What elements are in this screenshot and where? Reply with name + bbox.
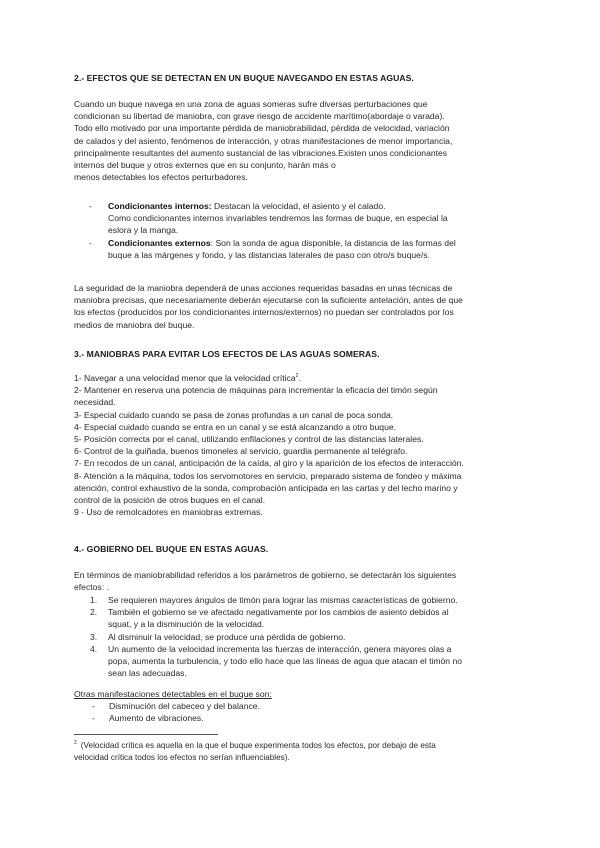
dash-marker: -	[92, 713, 95, 724]
list-item: 6- Control de la guiñada, buenos timoneles al servicio, guardia permanente al telégrafo.	[74, 446, 408, 457]
definition: Destacan la velocidad, el asiento y el calado.	[211, 201, 386, 211]
list-item: 2. También el gobierno se ve afectado negativamente por los cambios de asiento debidos al squat, y a la disminución de la velocidad.	[90, 607, 449, 630]
paragraph-line: menos detectables los efectos perturbadores.	[74, 172, 248, 183]
manoeuvres-list	[74, 372, 526, 518]
section-2-closing	[74, 282, 526, 331]
number-marker: 2.	[90, 607, 98, 618]
dash-marker: -	[89, 237, 92, 248]
list-item: 9 - Uso de remolcadores en maniobras extremas.	[74, 507, 263, 518]
footnote-separator	[74, 734, 218, 735]
footnote-line: velocidad crítica todos los efectos no serían influenciables).	[74, 753, 290, 762]
section-4-heading: 4.- GOBIERNO DEL BUQUE EN ESTAS AGUAS.	[74, 544, 269, 554]
list-item: control de la posición de otros buques en el canal.	[74, 495, 266, 506]
other-effects-heading: Otras manifestaciones detectables en el buque son:	[74, 689, 272, 699]
definition: Como condicionantes internos invariables tendremos las formas de buque, en especial la	[108, 213, 448, 224]
section-2-intro	[74, 98, 526, 183]
paragraph-line: principalmente resultantes del aumento sustancial de las vibraciones.Existen unos condicionantes	[74, 147, 448, 158]
section-2-heading: 2.- EFECTOS QUE SE DETECTAN EN UN BUQUE NAVEGANDO EN ESTAS AGUAS.	[74, 73, 414, 83]
list-item: 3. Al disminuir la velocidad, se produce una pérdida de gobierno.	[90, 631, 346, 642]
list-item: - Aumento de vibraciones.	[92, 713, 204, 724]
list-item: atención, control exhaustivo de la sonda, comprobación anticipada en las cartas y del lecho marino y	[74, 482, 458, 493]
other-effects-list	[74, 700, 526, 724]
paragraph-line: condicionan su libertad de maniobra, con grave riesgo de accidente marítimo(abordaje o varada).	[74, 111, 445, 122]
footnote-number: 2	[74, 740, 77, 747]
list-item: 1. Se requieren mayores ángulos de timón para lograr las mismas características de gobierno.	[90, 595, 458, 605]
list-item: 4. Un aumento de la velocidad incrementa las fuerzas de interacción, genera mayores olas a popa, aumenta la turbulencia, y todo ello hace que las líneas de agua que atacan el timón no sean las adecuadas.	[90, 643, 463, 679]
number-marker: 1.	[90, 595, 98, 605]
conditions-list	[74, 200, 526, 261]
paragraph-line: Todo ello motivado por una importante pérdida de maniobrabilidad, pérdida de velocidad, variación	[74, 123, 450, 134]
effects-numbered-list	[74, 594, 526, 679]
paragraph-line: medios de maniobra del buque.	[74, 319, 195, 330]
section-4-intro	[74, 569, 526, 593]
list-item: 8- Atención a la máquina, todos los servomotores en servicio, preparado sistema de fondeo y máxima	[74, 470, 462, 481]
paragraph-line: efectos: .	[74, 582, 109, 593]
footnote: $^2$ (Velocidad crítica es aquella en la que el buque experimenta todos los efectos, por debajo de esta velocidad crítica todos los efectos no serían influenciables).	[74, 740, 526, 764]
term: Condicionantes externos	[108, 237, 211, 248]
list-item	[74, 200, 526, 237]
list-item	[74, 237, 526, 261]
list-item: 2- Mantener en reserva una potencia de máquinas para incrementar la eficacia del timón según	[74, 385, 438, 396]
list-item: 5- Posición correcta por el canal, utilizando enfilaciones y control de las distancias laterales.	[74, 434, 424, 445]
footnote-ref[interactable]: 2	[295, 373, 299, 380]
number-marker: 4.	[90, 643, 98, 654]
dash-marker: -	[89, 201, 92, 211]
definition: : Son la sonda de agua disponible, la distancia de las formas del	[210, 237, 456, 248]
definition: buque a las márgenes y fondo, y las distancias laterales de paso con otro/s buque/s.	[108, 249, 430, 260]
list-item: 3- Especial cuidado cuando se pasa de zonas profundas a un canal de poca sonda.	[74, 409, 394, 420]
list-item: 7- En recodos de un canal, anticipación de la caída, al giro y la aparición de los efectos de interacción.	[74, 458, 464, 469]
list-item: necesidad.	[74, 397, 116, 408]
section-3-heading: 3.- MANIOBRAS PARA EVITAR LOS EFECTOS DE LAS AGUAS SOMERAS.	[74, 349, 380, 359]
list-item: 1- Navegar a una velocidad menor que la velocidad crítica$^2$.	[74, 373, 301, 383]
paragraph-line: de calados y del asiento, fenómenos de interacción, y otras manifestaciones de menor importancia,	[74, 135, 453, 146]
definition: eslora y la manga.	[108, 225, 179, 236]
paragraph-line: internos del buque y otros externos que en su conjunto, harán más o	[74, 160, 336, 171]
paragraph-line: Cuando un buque navega en una zona de aguas someras sufre diversas perturbaciones que	[74, 99, 428, 109]
list-item: 4- Especial cuidado cuando se entra en un canal y se está alcanzando a otro buque.	[74, 421, 397, 432]
term: Condicionantes internos:	[108, 201, 212, 211]
dash-marker: -	[92, 701, 95, 711]
paragraph-line: La seguridad de la maniobra dependerá de unas acciones requeridas basadas en unas técnicas de	[74, 283, 453, 293]
number-marker: 3.	[90, 631, 98, 642]
paragraph-line: maniobra precisas, que necesariamente deberán ejecutarse con la suficiente antelación, antes de que	[74, 295, 463, 306]
list-item: - Disminución del cabeceo y del balance.	[92, 701, 260, 711]
paragraph-line: los efectos (producidos por los condicionantes internos/externos) no puedan ser controlados por los	[74, 307, 454, 318]
paragraph-line: En términos de maniobrabilidad referidos a los parámetros de gobierno, se detectarán los siguientes	[74, 570, 457, 580]
